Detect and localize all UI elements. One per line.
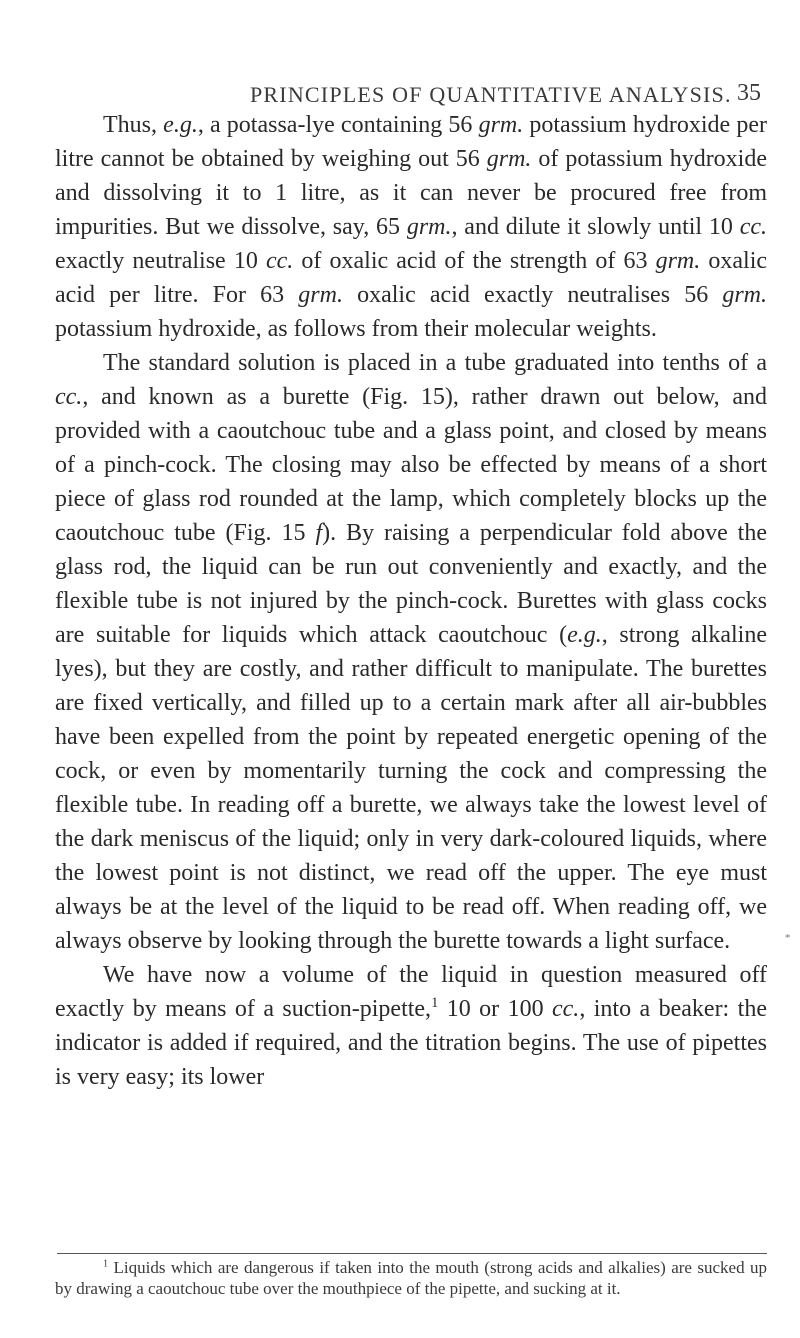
italic-run: grm. xyxy=(298,282,343,308)
text-run: ). By raising a perpendicular fold above the glass rod, the liquid can be run out conveniently and exactly, and the flexible tube is not injured by the pinch-cock. Burettes with glass cocks are suitable for liquids which attack caoutchouc ( xyxy=(55,520,767,648)
text-run: potassium hydroxide, as follows from their molecular weights. xyxy=(55,316,657,342)
italic-run: cc. xyxy=(552,996,580,1022)
italic-run: grm. xyxy=(722,282,767,308)
paragraph-pipette xyxy=(55,958,767,1094)
footnote xyxy=(55,1257,767,1299)
text-run: oxalic acid exactly neutralises 56 xyxy=(342,282,723,308)
italic-run: grm. xyxy=(406,214,452,240)
footnote-marker: 1 xyxy=(103,1258,109,1270)
text-run: We have now a volume of the liquid in question measured off exactly by means of a suction-pipette, xyxy=(55,962,767,1022)
text-run: The standard solution is placed in a tube graduated into tenths of a xyxy=(103,350,767,376)
body-text xyxy=(55,108,767,1094)
stray-printer-mark: * xyxy=(785,932,791,944)
italic-run: f xyxy=(315,520,323,546)
text-run: , into a beaker: the indicator is added if required, and the titration begins. The use of pipettes is very easy; its lower xyxy=(55,996,767,1090)
text-run: , a potassa-lye containing 56 xyxy=(197,112,479,138)
text-run: of potassium hydroxide and dissolving it to 1 litre, as it can never be procured free from impurities. But we dissolve, say, 65 xyxy=(55,146,768,240)
page-number: 35 xyxy=(737,80,761,106)
footnote-divider xyxy=(57,1253,767,1254)
text-run: potassium hydroxide per litre cannot be obtained by weighing out 56 xyxy=(55,112,768,172)
running-title: PRINCIPLES OF QUANTITATIVE ANALYSIS. xyxy=(250,82,732,107)
italic-run: cc. xyxy=(265,248,294,274)
italic-run: e.g. xyxy=(567,622,602,648)
footnote-text: Liquids which are dangerous if taken into the mouth (strong acids and alkalies) are sucked up by drawing a caoutchouc tube over the mouthpiece of the pipette, and sucking at it. xyxy=(55,1258,767,1298)
italic-run: e.g. xyxy=(163,112,198,138)
footnote-reference: 1 xyxy=(431,995,439,1011)
text-run: Thus, xyxy=(103,112,164,138)
text-run: of oxalic acid of the strength of 63 xyxy=(293,248,656,274)
italic-run: cc. xyxy=(739,214,767,240)
text-run: , strong alkaline lyes), but they are costly, and rather difficult to manipulate. The burettes are fixed vertically, and filled up to a certain mark after all air-bubbles have been expelled from the point by repeated energetic opening of the cock, or even by momentarily turning the cock and compressing the flexible tube. In reading off a burette, we always take the lowest level of the dark meniscus of the liquid; only in very dark-coloured liquids, where the lowest point is not distinct, we read off the upper. The eye must always be at the level of the liquid to be read off. When reading off, we always observe by looking through the burette towards a light surface. xyxy=(55,622,767,954)
text-run: 10 or 100 xyxy=(438,996,552,1022)
italic-run: grm. xyxy=(486,146,532,172)
text-run: exactly neutralise 10 xyxy=(55,248,266,274)
italic-run: cc. xyxy=(55,384,83,410)
italic-run: grm. xyxy=(655,248,701,274)
text-run: , and known as a burette (Fig. 15), rather drawn out below, and provided with a caoutchouc tube and a glass point, and closed by means of a pinch-cock. The closing may also be effected by means of a short piece of glass rod rounded at the lamp, which completely blocks up the caoutchouc tube (Fig. 15 xyxy=(55,384,767,546)
text-run: oxalic acid per litre. For 63 xyxy=(55,248,768,308)
italic-run: grm. xyxy=(478,112,524,138)
text-run: , and dilute it slowly until 10 xyxy=(451,214,740,240)
paragraph-potassa-lye xyxy=(55,108,767,346)
paragraph-burette xyxy=(55,346,767,958)
